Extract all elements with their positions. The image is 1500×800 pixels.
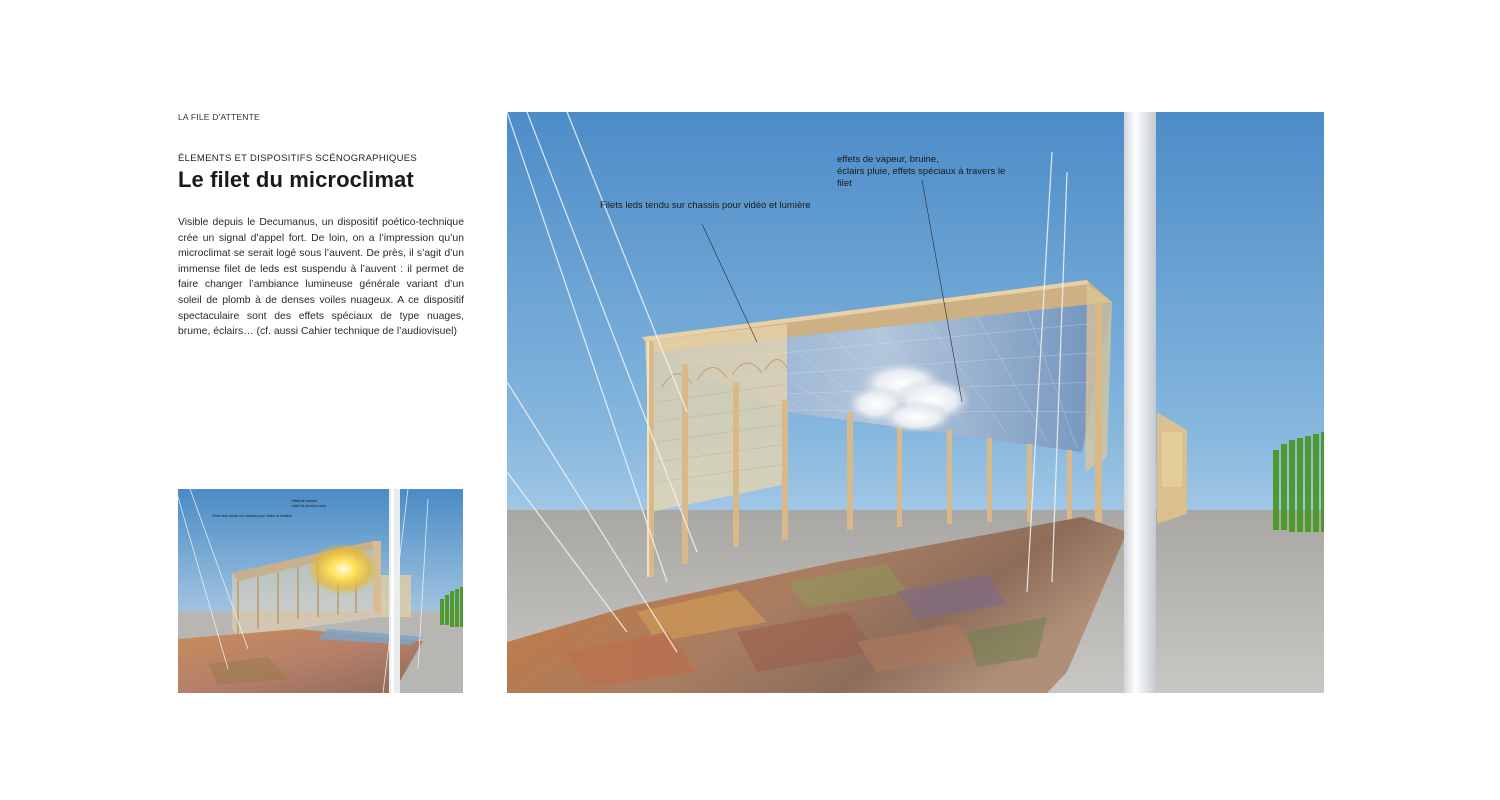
thumb-annotation-sun-1: effets de lumière [292,499,318,503]
section-label: LA FILE D'ATTENTE [178,112,260,122]
thumb-annotation-leds: Filets leds tendu sur chassis pour vidéo et lumière [212,514,292,518]
main-render [507,112,1324,693]
annotation-vapeur-line-1: effets de vapeur, bruine, [837,154,939,165]
subtitle: ÉLEMENTS ET DISPOSITIFS SCÉNOGRAPHIQUES [178,153,418,164]
body-paragraph: Visible depuis le Decumanus, un dispositif poético-technique crée un signal d’appel fort. De loin, on a l’impression qu’un microclimat se serait logé sous l’auvent. De près, il s’agit d’un immense filet de leds est suspendu à l’auvent : il permet de faire changer l’ambiance lumineuse générale variant d’un soleil de plomb à de denses voiles nuageux. A ce dispositif spectaculaire sont des effets spéciaux de type nuages, brume, éclairs… (cf. aussi Cahier technique de l’audiovisuel) [178,217,464,338]
thumb-annotation-sun-2: soleil de plomb et ocre [292,504,326,508]
thumbnail-render [178,489,463,693]
thumbnail-render-image [178,489,463,693]
main-render-image [507,112,1324,693]
annotation-vapeur-line-3: filet [837,178,852,189]
annotation-leds: Filets leds tendu sur chassis pour vidéo et lumière [600,200,811,211]
page-title: Le filet du microclimat [178,167,414,192]
annotation-vapeur-line-2: éclairs pluie, effets spéciaux à travers le [837,166,1006,177]
